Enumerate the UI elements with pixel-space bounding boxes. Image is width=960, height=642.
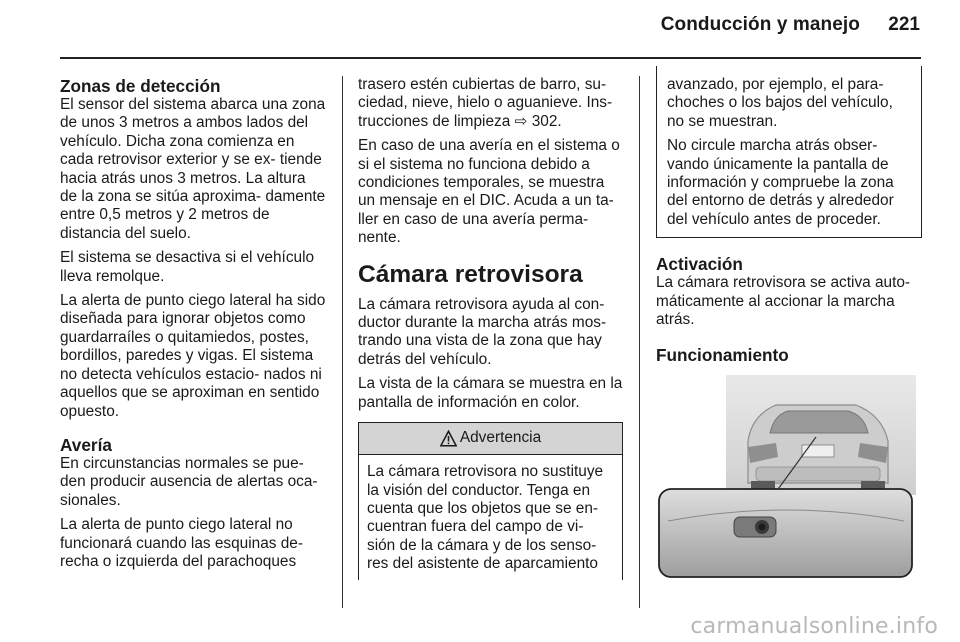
heading-zonas-deteccion: Zonas de detección [60, 76, 221, 96]
column-left [60, 76, 326, 577]
running-header-title: Conducción y manejo [660, 14, 860, 35]
column-divider-left [342, 76, 343, 608]
rear-camera-illustration [656, 371, 918, 581]
column-middle [358, 76, 623, 580]
warning-title: Advertencia [459, 429, 542, 447]
paragraph-alerta: La alerta de punto ciego lateral ha sido diseñada para ignorar objetos como guardarraíles o quitamiedos, postes, bordillos, paredes y vigas. El sistema no detecta vehículos estacio‑ nados ni aquellos que se aproximan en sentido opuesto. [60, 292, 326, 420]
paragraph-remolque: El sistema se desactiva si el vehículo lleva remolque. [60, 249, 315, 285]
column-divider-right [639, 76, 640, 608]
header-rule [60, 57, 921, 59]
warning-box-continued [656, 66, 922, 238]
paragraph-averia-1: En circunstancias normales se pue‑ den producir ausencia de alertas oca‑ sionales. [60, 454, 318, 509]
page-number: 221 [888, 14, 920, 35]
paragraph-dic: En caso de una avería en el sistema o si el sistema no funciona debido a condiciones temporales, se muestra un mensaje en el DIC. Acuda a un ta‑ ller en caso de una avería perma‑ nente. [358, 137, 620, 247]
paragraph-zonas: El sensor del sistema abarca una zona de unos 3 metros a ambos lados del vehículo. Dicha zona comienza en cada retrovisor exterior y se ex‑ tiende hacia atrás unos 3 metros. La altura de la zona se sitúa aproxima‑ damente entre 0,5 metros y 2 metros de distancia del suelo. [60, 96, 326, 242]
column-right [656, 76, 922, 587]
heading-activacion: Activación [656, 254, 743, 275]
warning-paragraph-2: No circule marcha atrás obser‑ vando únicamente la pantalla de información y compruebe la zona del entorno de detrás y alrededor del vehículo antes de proceder. [667, 137, 894, 228]
paragraph-camara-1: La cámara retrovisora ayuda al con‑ ductor durante la marcha atrás mos‑ trando una vista de la zona que hay detrás del vehículo. [358, 295, 607, 368]
warning-box [358, 422, 623, 580]
paragraph-continuacion: trasero estén cubiertas de barro, su‑ ciedad, nieve, hielo o aguanieve. Ins‑ trucciones de limpieza ⇨ 302. [358, 76, 613, 130]
heading-funcionamiento: Funcionamiento [656, 345, 789, 366]
watermark: carmanualsonline.info [690, 614, 938, 639]
warning-triangle-icon [440, 430, 457, 447]
warning-header [359, 423, 622, 455]
camera-lens-icon [734, 517, 776, 537]
warning-body: La cámara retrovisora no sustituye la visión del conductor. Tenga en cuenta que los objetos que se en‑ cuentran fuera del campo de vi‑ sión de la cámara y de los senso‑ res del asistente de aparcamiento [367, 463, 604, 573]
paragraph-activacion: La cámara retrovisora se activa auto‑ máticamente al accionar la marcha atrás. [656, 274, 911, 329]
paragraph-camara-2: La vista de la cámara se muestra en la pantalla de información en color. [358, 375, 623, 411]
warning-paragraph-1: avanzado, por ejemplo, el para‑ choches o los bajos del vehículo, no se muestran. [667, 76, 893, 130]
paragraph-averia-2: La alerta de punto ciego lateral no funcionará cuando las esquinas de‑ recha o izquierda del parachoques [60, 516, 303, 570]
heading-camara-retrovisora: Cámara retrovisora [358, 260, 583, 288]
car-rear-icon [748, 405, 888, 491]
heading-averia: Avería [60, 434, 112, 455]
